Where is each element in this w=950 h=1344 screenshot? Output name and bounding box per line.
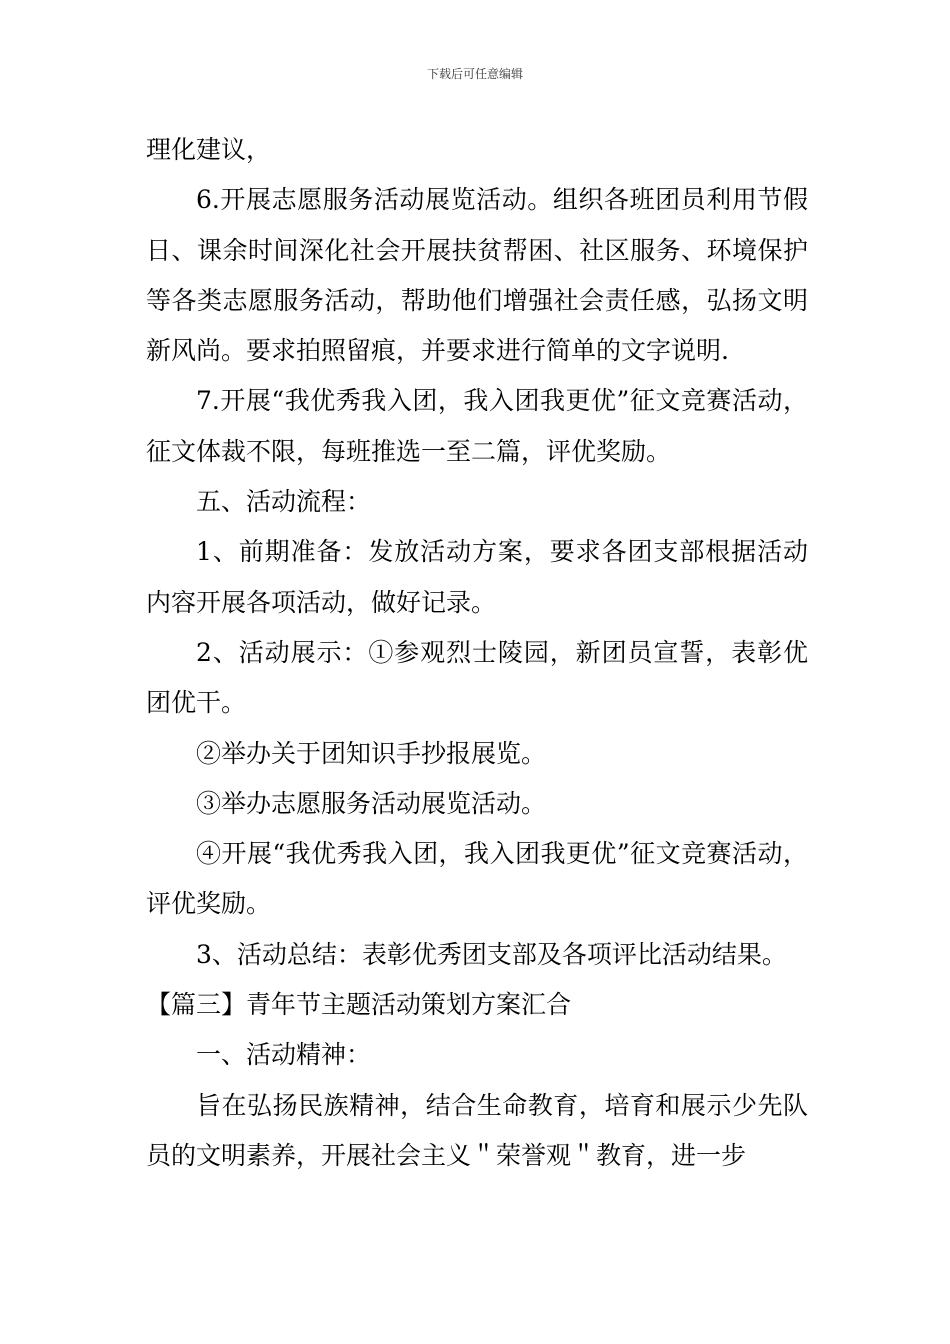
paragraph: 7.开展“我优秀我入团，我入团我更优”征文竞赛活动，征文体裁不限，每班推选一至二篇，评优奖励。 (146, 386, 808, 466)
page-header: 下载后可任意编辑 (426, 67, 523, 81)
paragraph: 理化建议， (146, 135, 272, 164)
paragraph: ③举办志愿服务活动展览活动。 (196, 788, 547, 818)
paragraph: ④开展“我优秀我入团，我入团我更优”征文竞赛活动，评优奖励。 (146, 839, 808, 919)
document-body (146, 125, 808, 1181)
paragraph: 旨在弘扬民族精神，结合生命教育，培育和展示少先队员的文明素养，开展社会主义＂荣誉观＂教育，进一步 (146, 1090, 808, 1170)
paragraph: 1、前期准备：发放活动方案，要求各团支部根据活动内容开展各项活动，做好记录。 (146, 537, 808, 617)
paragraph: 6.开展志愿服务活动展览活动。组织各班团员利用节假日、课余时间深化社会开展扶贫帮困、社区服务、环境保护等各类志愿服务活动，帮助他们增强社会责任感，弘扬文明新风尚。要求拍照留痕，并要求进行简单的文字说明. (146, 185, 808, 366)
section-heading: 五、活动流程： (196, 487, 372, 517)
section-heading: 一、活动精神： (196, 1040, 372, 1070)
paragraph: ②举办关于团知识手抄报展览。 (196, 738, 547, 768)
chapter-heading: 【篇三】青年节主题活动策划方案汇合 (146, 990, 572, 1020)
paragraph: 3、活动总结：表彰优秀团支部及各项评比活动结果。 (196, 939, 787, 969)
paragraph: 2、活动展示：①参观烈士陵园，新团员宣誓，表彰优团优干。 (146, 637, 808, 718)
